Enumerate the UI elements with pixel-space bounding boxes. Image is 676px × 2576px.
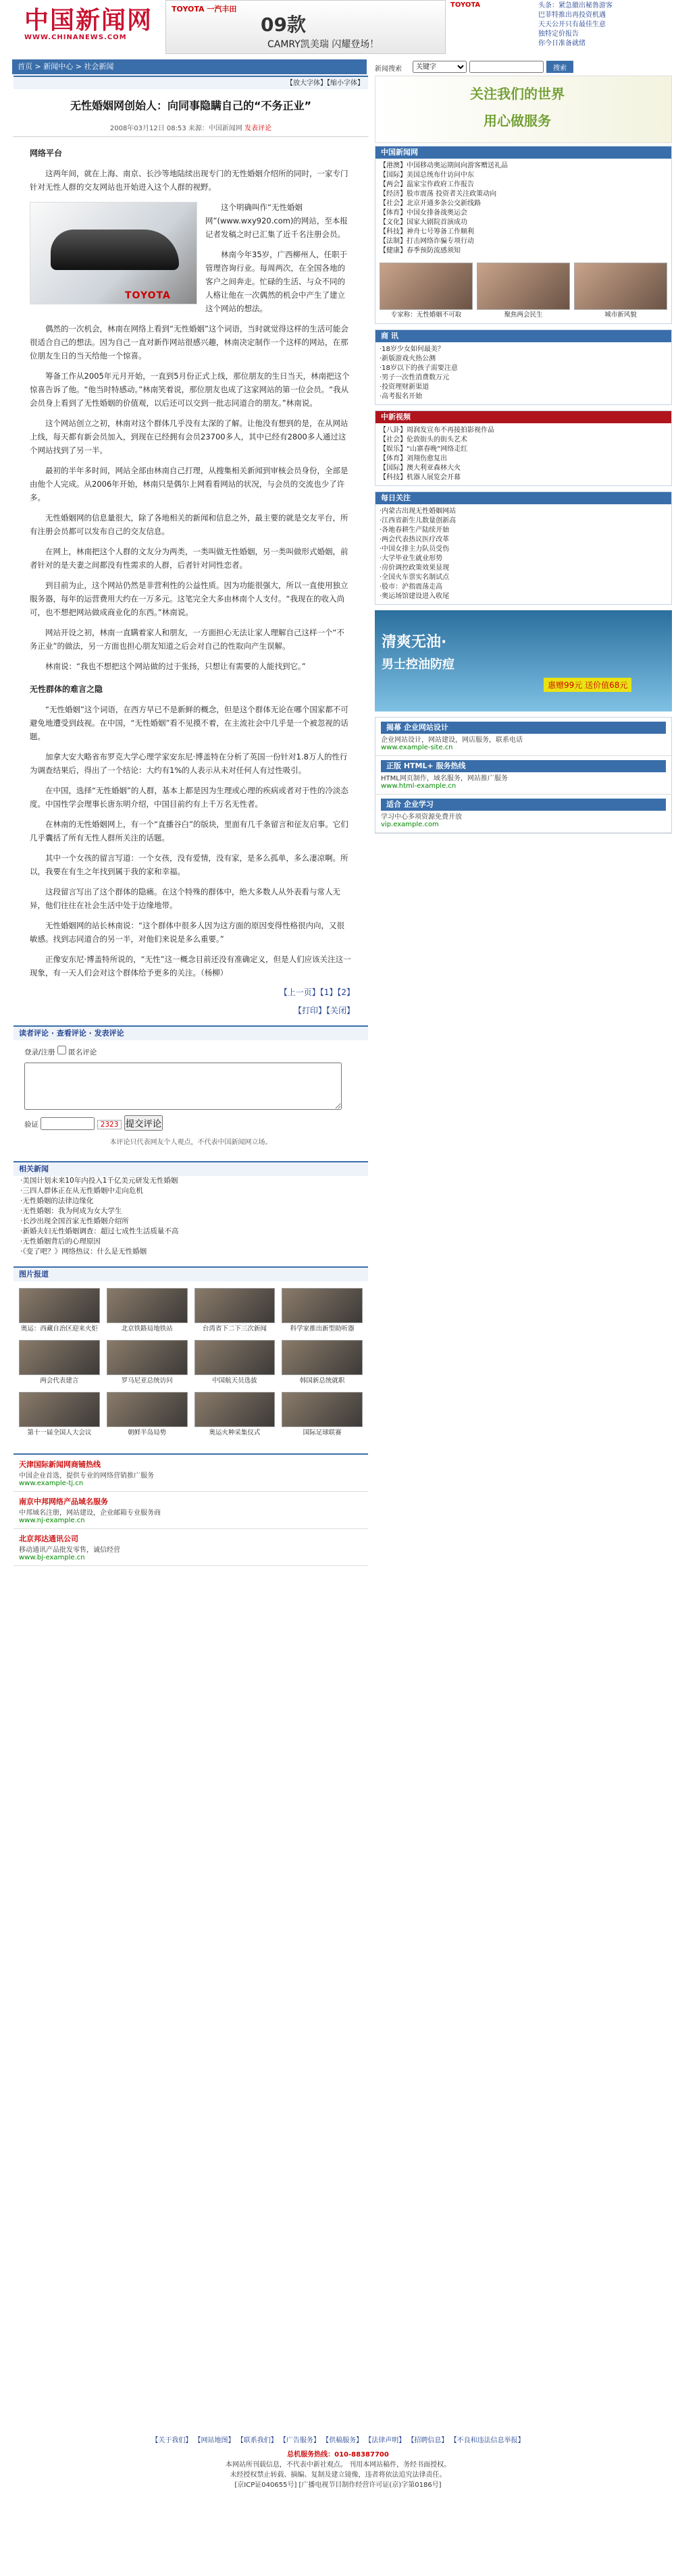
photo-caption: 国际足球联赛 (303, 1429, 342, 1437)
related-news-item[interactable]: ·美国计划未来10年内投入1千亿美元研发无性婚姻 (20, 1177, 178, 1185)
sidebar-daily-item[interactable]: ·大学毕业生就业形势 (380, 555, 443, 562)
sidebar-photo[interactable] (574, 263, 667, 319)
sidebar-daily-item[interactable]: ·奥运场馆建设进入收尾 (380, 593, 450, 600)
submit-comment-button[interactable]: 提交评论 (124, 1115, 163, 1131)
photo-thumb (194, 1340, 276, 1375)
related-news-item[interactable]: ·无性婚姻：我为何成为女大学生 (20, 1207, 122, 1215)
sidebar-daily-item[interactable]: ·全国火车票实名制试点 (380, 574, 450, 581)
sidebar-text-ad[interactable] (375, 718, 671, 756)
photo-reports-title: 图片报道 (14, 1268, 368, 1281)
sidebar-video-box (375, 410, 672, 486)
photo-caption: 朝鲜半岛局势 (128, 1429, 167, 1437)
footer-phone: 总机服务热线：010-88387700 (287, 2451, 389, 2459)
article-body (14, 146, 368, 980)
photo-item[interactable] (282, 1288, 363, 1333)
related-news (14, 1161, 368, 1257)
sidebar-text-ads (375, 717, 672, 834)
sidebar-daily-item[interactable]: ·内蒙古出现无性婚姻网站 (380, 508, 457, 515)
top-link[interactable]: 独特定价报告 (538, 30, 579, 38)
login-link[interactable]: 登录/注册 (24, 1048, 55, 1056)
comment-header: 读者评论 · 查看评论 · 发表评论 (14, 1027, 368, 1040)
sidebar-biz-box (375, 329, 672, 405)
text-ad-title: 揭幕 企业网站设计 (381, 722, 666, 734)
sidebar-news-item[interactable]: 【法制】打击网络诈骗专项行动 (380, 238, 474, 245)
main-column (14, 76, 368, 2573)
sidebar-news-item[interactable]: 【两会】温家宝作政府工作报告 (380, 181, 474, 188)
sidebar-daily-item[interactable]: ·房价调控政策效果显现 (380, 564, 450, 572)
sidebar-video-item[interactable]: 【社会】伦敦街头的街头艺术 (380, 436, 467, 444)
photo-item[interactable] (107, 1340, 188, 1385)
sidebar-daily-item[interactable]: ·中国女排主力队员受伤 (380, 545, 450, 553)
text-ad-url: www.example-tj.cn (19, 1480, 84, 1487)
top-link[interactable]: 巴菲特推出再投资机遇 (538, 11, 606, 19)
sidebar-text-ad[interactable] (375, 795, 671, 833)
photo-thumb (19, 1288, 100, 1323)
sidebar-biz-item[interactable]: ·新版游戏火热公测 (380, 355, 436, 363)
sidebar-photo-caption: 城市新风貌 (604, 311, 637, 319)
article-title: 无性婚姻网创始人：向同事隐瞒自己的“不务正业” (70, 99, 312, 112)
footer-links[interactable]: 【关于我们】 【网站地图】 【联系我们】 【广告服务】 【供稿服务】 【法律声明】 【招聘信息】 【不良和违法信息举报】 (151, 2437, 525, 2444)
promo-headline: 清爽无油· (382, 634, 447, 651)
sidebar-video-item[interactable]: 【体育】刘翔伤愈复出 (380, 455, 447, 462)
related-news-item[interactable]: ·长沙出现全国首家无性婚姻介绍所 (20, 1217, 129, 1225)
photo-item[interactable] (282, 1340, 363, 1385)
paragraph: 在网上，林南把这个人群的文友分为两类，一类叫做无性婚姻，另一类叫做形式婚姻，前者针对的是夫妻之间都没有性需求的人群，后者针对同性恋者。 (30, 547, 348, 570)
search-button[interactable]: 搜索 (546, 61, 573, 73)
text-ad[interactable] (14, 1492, 368, 1529)
paragraph: 这段留言写出了这个群体的隐痛。在这个特殊的群体中，绝大多数人从外表看与常人无异，他们往往在社会生活中处于边缘地带。 (30, 887, 340, 910)
sidebar-photo-thumb (574, 263, 667, 310)
photo-thumb (107, 1288, 188, 1323)
print-close-links[interactable]: 【打印】【关闭】 (293, 1006, 355, 1015)
text-ads (14, 1453, 368, 1566)
car-graphic (51, 230, 179, 270)
sidebar-photo[interactable] (477, 263, 570, 319)
sidebar-biz-item[interactable]: ·高考报名开始 (380, 393, 423, 400)
top-link[interactable]: 你今日准备就绪 (538, 40, 586, 47)
sidebar-news-item[interactable]: 【健康】春季预防流感须知 (380, 247, 461, 254)
photo-caption: 奥运火种采集仪式 (209, 1429, 261, 1437)
text-ad-url: vip.example.com (381, 821, 439, 828)
photo-item[interactable] (194, 1392, 276, 1437)
top-link[interactable]: 头条：紧急撤出秘鲁游客 (538, 2, 613, 9)
sidebar-biz-item[interactable]: ·18岁少女如何最美？ (380, 346, 444, 353)
article-date-source: 2008年03月12日 08:53 来源：中国新闻网 (109, 125, 242, 132)
photo-item[interactable] (282, 1392, 363, 1437)
comment-textarea[interactable] (24, 1063, 342, 1110)
photo-reports (14, 1266, 368, 1444)
sidebar-news-item[interactable]: 【港澳】中国移动奥运期间向游客赠送礼品 (380, 162, 508, 169)
photo-item[interactable] (194, 1288, 276, 1333)
sidebar-news-item[interactable]: 【体育】中国女排备战奥运会 (380, 209, 467, 217)
post-comment-label: 发表评论 (94, 1029, 124, 1038)
paragraph: 林南说：“我也不想把这个网站做的过于张扬，只想让有需要的人能找到它。” (45, 662, 306, 671)
sidebar-promo-ad[interactable] (375, 610, 672, 712)
text-ad-title: 正版 HTML+ 服务热线 (381, 760, 666, 772)
photo-caption: 科学家推出新型助听器 (290, 1325, 355, 1333)
sidebar-top-ad[interactable] (375, 76, 672, 143)
paragraph: 偶然的一次机会，林南在网络上看到“无性婚姻”这个词语，当时就觉得这样的生活可能会很适合自己的想法。因为自己一直对新作网站很感兴趣，林南决定制作一个这样的网站，在那位朋友生日的当天给他一个惊喜。 (30, 324, 348, 360)
toyota-ad-image[interactable] (30, 202, 197, 304)
sidebar-biz-item[interactable]: ·投资理财新渠道 (380, 383, 430, 391)
top-link[interactable]: 天天公开只有最佳生意 (538, 21, 606, 28)
sidebar-ad-subline: 用心做服务 (484, 113, 551, 129)
photo-caption: 罗马尼亚总统访问 (121, 1377, 173, 1385)
sidebar-news-item[interactable]: 【国际】美国总统布什访问中东 (380, 171, 474, 179)
sidebar-video-title: 中新视频 (375, 411, 671, 423)
text-ad-url: www.html-example.cn (381, 782, 457, 790)
text-ad-desc: 移动通讯产品批发零售，诚信经营 (19, 1547, 120, 1554)
text-ad[interactable] (14, 1455, 368, 1492)
nav-bar (0, 59, 676, 74)
paragraph: 其中一个女孩的留言写道：一个女孩，没有爱情，没有家，是多么孤单，多么凄凉啊。所以，我要在有生之年找到属于我的家和幸福。 (30, 853, 348, 876)
verify-code: 2323 (97, 1120, 122, 1129)
sidebar-daily-item[interactable]: ·各地春耕生产陆续开始 (380, 527, 450, 534)
paragraph: 这个明确叫作“无性婚姻网”(www.wxy920.com)的网站，至本报记者发稿之时已汇集了近千名注册会员。 (205, 203, 348, 239)
text-ad-desc: 企业网站设计，网站建设，网店服务，联系电话 (381, 736, 523, 744)
sidebar-photo-caption: 聚焦两会民生 (504, 311, 543, 319)
sidebar-text-ad[interactable] (375, 756, 671, 795)
photo-caption: 中国航天员选拔 (212, 1377, 257, 1385)
footer-license[interactable]: [京ICP证040655号] [广播电视节目制作经营许可证(京)字第0186号] (234, 2481, 442, 2489)
comment-disclaimer: 本评论只代表网友个人观点，不代表中国新闻网立场。 (109, 1139, 272, 1146)
site-logo[interactable] (24, 7, 166, 46)
sidebar-daily-item[interactable]: ·江西省新生儿数量创新高 (380, 517, 457, 525)
ad-brand: TOYOTA 一汽丰田 (172, 5, 237, 14)
sidebar-video-item[interactable]: 【国际】澳大利亚森林大火 (380, 464, 461, 472)
paragraph: 在林南的无性婚姻网上，有一个“直播谷白”的版块，里面有几千条留言和征友启事。它们几乎囊括了所有无性人群所关注的话题。 (30, 820, 348, 842)
photo-item[interactable] (19, 1392, 100, 1437)
photo-item[interactable] (107, 1392, 188, 1437)
paragraph: 在中国，选择“无性婚姻”的人群，基本上都是因为生理或心理的疾病或者对于性的冷淡态度。中国性学会理事长唐东明介绍，中国目前约有上千万名无性者。 (30, 786, 348, 809)
comment-link[interactable]: 发表评论 (244, 125, 272, 132)
text-ad-title: 适合 企业学习 (381, 799, 666, 811)
related-news-item[interactable]: ·三四人群体正在从无性婚姻中走向危机 (20, 1187, 143, 1195)
search-input[interactable] (469, 61, 544, 73)
related-news-item[interactable]: ·新婚夫妇无性婚姻调查：超过七成性生活质量不高 (20, 1227, 179, 1235)
logo-text: 中国新闻网 (24, 6, 153, 34)
photo-thumb (194, 1392, 276, 1427)
sidebar-daily-item[interactable]: ·两会代表热议医疗改革 (380, 536, 450, 543)
related-news-item[interactable]: ·《变了吧？》网络热议：什么是无性婚姻 (20, 1247, 147, 1256)
text-ad-desc: 学习中心多项资源免费开放 (381, 813, 462, 821)
photo-caption: 奥运：西藏自治区迎来火炬 (20, 1325, 98, 1333)
paragraph: “无性婚姻”这个词语，在西方早已不是新鲜的概念，但是这个群体无论在哪个国家都不可避免地遭受到歧视。在中国，“无性婚姻”看不见摸不着，在主流社会中几乎是一个被忽视的话题。 (30, 705, 348, 741)
paragraph: 正像安东尼·博盖特所说的，“无性”这一概念目前还没有准确定义，但是人们应该关注这一现象，有一天人们会对这个群体给予更多的关注。（杨柳） (30, 955, 351, 977)
paragraph: 林南今年35岁，广西柳州人，任职于管理咨询行业。每周两次，在全国各地的客户之间奔走。忙碌的生活、与众不同的人格让他在一次偶然的机会中产生了建立这个网站的想法。 (205, 250, 348, 313)
search-label: 新闻搜索 (375, 65, 402, 73)
text-ad-title: 南京中邦网络产品域名服务 (19, 1497, 108, 1506)
related-news-item[interactable]: ·无性婚姻的法律边缘化 (20, 1197, 94, 1205)
verify-input[interactable] (41, 1117, 95, 1130)
promo-subline: 男士控油防痘 (382, 658, 454, 672)
sidebar-news-item[interactable]: 【经济】股市震荡 投资者关注政策动向 (380, 190, 497, 198)
comment-title: 读者评论 (19, 1029, 49, 1038)
photo-caption: 台湾省下二下三次新闻 (202, 1325, 267, 1333)
related-news-item[interactable]: ·无性婚姻背后的心理原因 (20, 1237, 101, 1245)
paragraph: 到目前为止，这个网站仍然是非营利性的公益性质。因为功能很强大，所以一直使用独立服务器，每年的运营费用大约在一万多元。这笔完全大多由林南个人支付。“我现在的收入尚可，也不想把网站做成商业化的东西。”林南说。 (30, 581, 348, 617)
text-ad-desc: HTML网页制作，域名服务，网站推广服务 (381, 775, 508, 782)
sidebar-news-item[interactable]: 【科技】神舟七号筹备工作顺利 (380, 228, 474, 236)
top-banner-ad[interactable] (165, 0, 446, 54)
photo-thumb (107, 1392, 188, 1427)
paragraph: 这两年间，就在上海、南京、长沙等地陆续出现专门的无性婚姻介绍所的同时，一家专门针对无性人群的交友网站也开始进入这个人群的视野。 (30, 169, 348, 192)
paragraph: 加拿大安大略省布罗克大学心理学家安东尼·博盖特在分析了英国一份针对1.8万人的性行为调查结果后，得出了一个结论：大约有1%的人表示从未对任何人有过性吸引。 (30, 752, 348, 775)
paragraph: 无性婚姻网的站长林南说：“这个群体中很多人因为这方面的原因变得性格很内向，又很敏感。找到志同道合的另一半，对他们来说是多么重要。” (30, 921, 344, 944)
sidebar-news-item[interactable]: 【社会】北京开通多条公交新线路 (380, 200, 481, 207)
anonymous-checkbox[interactable] (57, 1046, 66, 1054)
text-ad-url: www.example-site.cn (381, 744, 453, 751)
sidebar-daily-title: 每日关注 (375, 492, 671, 504)
comment-form (14, 1040, 368, 1152)
search-scope-select[interactable] (413, 61, 467, 73)
font-size-links[interactable]: 【放大字体】【缩小字体】 (14, 76, 368, 89)
article-subhead: 无性群体的难言之隐 (30, 685, 103, 694)
photo-item[interactable] (107, 1288, 188, 1333)
photo-thumb (282, 1392, 363, 1427)
text-ad-title: 天津国际新闻网商铺热线 (19, 1460, 101, 1469)
photo-item[interactable] (19, 1288, 100, 1333)
sidebar-photo-thumb (477, 263, 570, 310)
sidebar-photo[interactable] (380, 263, 473, 319)
photo-caption: 第十一届全国人大会议 (27, 1429, 92, 1437)
footer-copy-2: 未经授权禁止转载、摘编、复制及建立镜像，违者将依法追究法律责任。 (230, 2471, 446, 2479)
text-ad-title: 北京邦达通讯公司 (19, 1534, 78, 1543)
article-meta (14, 122, 368, 137)
photo-caption: 韩国新总统就职 (299, 1377, 345, 1385)
sidebar-biz-title: 商 讯 (375, 330, 671, 342)
photo-item[interactable] (194, 1340, 276, 1385)
photo-thumb (19, 1340, 100, 1375)
text-ad-desc: 中邦域名注册，网站建设，企业邮箱专业服务商 (19, 1509, 161, 1517)
toyota-logo: TOYOTA (450, 1, 481, 9)
promo-badge: 惠赠99元 送价值68元 (544, 678, 631, 692)
sidebar-photo-thumb (380, 263, 473, 310)
sidebar-news-title: 中国新闻网 (375, 146, 671, 159)
footer-copy-1: 本网站所刊载信息，不代表中新社观点。 刊用本网站稿件，务经书面授权。 (225, 2461, 451, 2469)
text-ad-url: www.bj-example.cn (19, 1554, 85, 1561)
sidebar-photo-caption: 专家称：无性婚姻不可取 (390, 311, 462, 319)
paragraph: 最初的半年多时间，网站全部由林南自己打理，从搜集相关新闻到审核会员身份，全部是由他个人完成。从2006年开始，林南只是偶尔上网看看网站的状况，与会员的交流也少了许多。 (30, 466, 348, 502)
verify-label: 验证 (24, 1121, 38, 1129)
sidebar (375, 76, 672, 2573)
search-bar (375, 61, 672, 74)
paragraph: 网站开设之初，林南一直瞒着家人和朋友，一方面担心无法让家人理解自己这样一个“不务正业”的做法，另一方面也担心朋友知道之后会对自己的性取向产生误解。 (30, 628, 344, 651)
paragraph: 这个网站创立之初，林南对这个群体几乎没有太深的了解。让他没有想到的是，在从网站上线，每天都有新会员加入，到现在已经拥有会员23700多人，其中已经有2800多人通过这个网站找到了另一半。 (30, 419, 348, 455)
sidebar-video-item[interactable]: 【娱乐】“山寨春晚”网络走红 (380, 446, 468, 453)
logo-url: WWW.CHINANEWS.COM (24, 34, 127, 41)
sidebar-ad-headline: 关注我们的世界 (470, 86, 565, 102)
ad-subline: CAMRY凯美瑞 闪耀登场！ (267, 39, 380, 50)
paragraph: 筹备工作从2005年元月开始，一直到5月份正式上线，那位朋友的生日当天，林南把这个惊喜告诉了他。“他当时特感动。”林南笑着说，那位朋友也成了这家网站的第一位会员。“我从会员身上看到了无性婚姻的价值观，以后还可以交到一批志同道合的朋友。”林南说。 (30, 371, 350, 408)
text-ad-desc: 中国企业首选，提供专业的网络营销推广服务 (19, 1472, 154, 1480)
photo-thumb (107, 1340, 188, 1375)
photo-thumb (194, 1288, 276, 1323)
photo-caption: 北京铁路局地铁站 (121, 1325, 173, 1333)
text-ad[interactable] (14, 1529, 368, 1566)
related-news-title: 相关新闻 (14, 1162, 368, 1176)
site-footer (0, 2430, 676, 2576)
view-comments-link[interactable]: 查看评论 (56, 1029, 86, 1038)
sidebar-video-item[interactable]: 【科技】机器人展览会开幕 (380, 474, 461, 481)
sidebar-biz-item[interactable]: ·男子一次性消费数万元 (380, 374, 450, 381)
comment-section (14, 1025, 368, 1152)
paragraph: 无性婚姻网的信息量很大，除了各地相关的新闻和信息之外，最主要的就是交友平台，所有注册会员都可以发布自己的交友信息。 (30, 513, 348, 536)
sidebar-daily-box (375, 491, 672, 605)
photo-item[interactable] (19, 1340, 100, 1385)
photo-thumb (19, 1392, 100, 1427)
top-right-links (450, 0, 676, 57)
text-ad-url: www.nj-example.cn (19, 1517, 85, 1524)
sidebar-news-item[interactable]: 【文化】国家大剧院首演成功 (380, 219, 467, 226)
article-subhead: 网络平台 (30, 149, 63, 158)
photo-thumb (282, 1340, 363, 1375)
pagination[interactable]: 【上一页】【1】【2】 (279, 988, 355, 997)
toyota-logo: TOYOTA (125, 290, 171, 301)
site-header (0, 0, 676, 59)
anonymous-label: 匿名评论 (68, 1048, 97, 1056)
photo-caption: 两会代表建言 (40, 1377, 79, 1385)
sidebar-daily-item[interactable]: ·股市：沪指震荡走高 (380, 583, 443, 591)
sidebar-biz-item[interactable]: ·18岁以下的孩子需要注意 (380, 365, 458, 372)
breadcrumb[interactable]: 首页 > 新闻中心 > 社会新闻 (12, 59, 367, 74)
photo-thumb (282, 1288, 363, 1323)
sidebar-video-item[interactable]: 【八卦】周润发宣布不再接拍影视作品 (380, 427, 494, 434)
sidebar-news-box (375, 146, 672, 324)
ad-headline: 09款 (261, 14, 306, 36)
